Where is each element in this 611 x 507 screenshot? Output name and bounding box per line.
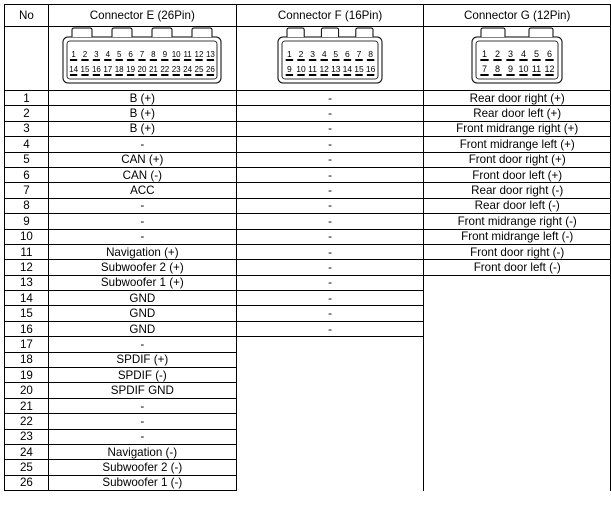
pin-label: 7: [356, 49, 362, 59]
pin-number: 3: [5, 121, 49, 136]
pin-label: 12: [194, 50, 204, 59]
connector-latch-tab: [287, 28, 304, 37]
pin-label: 10: [296, 64, 306, 74]
connector-f-signal: -: [236, 306, 424, 321]
pin-label: 22: [160, 65, 170, 74]
pin-number: 7: [5, 183, 49, 198]
connector-e-signal: SPDIF GND: [48, 383, 236, 398]
pin-number: 2: [5, 106, 49, 121]
connector-f-signal: -: [236, 244, 424, 259]
pin-label: 1: [482, 49, 488, 59]
connector-g-signal: Front door right (+): [424, 152, 611, 167]
pin-label: 6: [547, 49, 553, 59]
header-row: [5, 5, 611, 27]
connector-e-signal: ACC: [48, 183, 236, 198]
pin-label: 26: [206, 65, 216, 74]
connector-g-signal: Rear door left (+): [424, 106, 611, 121]
connector-g-signal: Front midrange left (-): [424, 229, 611, 244]
connector-g-signal: Rear door right (+): [424, 91, 611, 106]
table-row: [5, 183, 611, 198]
pin-number: 25: [5, 460, 49, 475]
table-row: [5, 152, 611, 167]
connector-e-signal: Navigation (-): [48, 444, 236, 459]
pin-label: 20: [137, 65, 147, 74]
connector-e-diagram-cell: [48, 27, 236, 91]
pin-label: 16: [365, 64, 376, 74]
table-row: [5, 106, 611, 121]
table-row: [5, 229, 611, 244]
connector-e-signal: CAN (+): [48, 152, 236, 167]
pin-number: 12: [5, 260, 49, 275]
pin-label: 25: [194, 65, 204, 74]
connector-e-signal: -: [48, 337, 236, 352]
connector-e-signal: -: [48, 429, 236, 444]
table-row: [5, 137, 611, 152]
connector-f-empty-block: [236, 337, 424, 491]
connector-latch-tab: [356, 28, 373, 37]
pin-label: 14: [69, 65, 79, 74]
pin-number: 22: [5, 414, 49, 429]
connector-g-signal: Front midrange right (+): [424, 121, 611, 136]
pin-label: 13: [206, 50, 216, 59]
pin-label: 3: [310, 49, 316, 59]
pin-label: 4: [105, 50, 111, 59]
connector-f-diagram-cell: [236, 27, 424, 91]
header-no: No: [5, 5, 49, 27]
connector-e-signal: CAN (-): [48, 167, 236, 182]
table-row: [5, 198, 611, 213]
diagram-no-cell: [5, 27, 49, 91]
header-connector-e: Connector E (26Pin): [48, 5, 236, 27]
pin-number: 21: [5, 398, 49, 413]
pin-label: 11: [532, 64, 542, 74]
pin-label: 4: [521, 49, 527, 59]
pin-label: 5: [534, 49, 540, 59]
table-row: [5, 167, 611, 182]
connector-e-signal: -: [48, 398, 236, 413]
connector-e-signal: -: [48, 229, 236, 244]
pin-label: 16: [92, 65, 102, 74]
connector-latch-tab: [481, 28, 505, 37]
connector-latch-tab: [321, 28, 338, 37]
pin-label: 1: [287, 49, 292, 59]
pin-label: 24: [183, 65, 193, 74]
table-row: [5, 91, 611, 106]
connector-f-signal: -: [236, 321, 424, 336]
pin-label: 3: [508, 49, 514, 59]
pin-label: 13: [331, 64, 341, 74]
pin-number: 13: [5, 275, 49, 290]
pin-number: 16: [5, 321, 49, 336]
pin-label: 21: [149, 65, 159, 74]
pin-number: 9: [5, 214, 49, 229]
pin-number: 18: [5, 352, 49, 367]
table-row: [5, 214, 611, 229]
table-row: [5, 121, 611, 136]
connector-f-signal: -: [236, 152, 424, 167]
pin-label: 12: [544, 64, 555, 74]
connector-f-signal: -: [236, 183, 424, 198]
pin-label: 7: [482, 64, 488, 74]
connector-g-signal: Front door left (-): [424, 260, 611, 275]
pin-label: 17: [103, 65, 113, 74]
connector-e-signal: B (+): [48, 91, 236, 106]
pin-number: 24: [5, 444, 49, 459]
pin-label: 5: [333, 49, 339, 59]
connector-e-signal: -: [48, 137, 236, 152]
connector-housing: [278, 37, 382, 83]
connector-e-signal: SPDIF (-): [48, 368, 236, 383]
pin-label: 11: [308, 64, 318, 74]
connector-latch-tab: [72, 28, 92, 37]
connector-f-signal: -: [236, 121, 424, 136]
connector-f-signal: -: [236, 275, 424, 290]
pin-label: 14: [342, 64, 353, 74]
pin-label: 10: [172, 50, 181, 59]
connector-f-signal: -: [236, 91, 424, 106]
pin-label: 8: [495, 64, 501, 74]
pin-number: 19: [5, 368, 49, 383]
connector-g-signal: Front door right (-): [424, 244, 611, 259]
pin-label: 15: [354, 64, 364, 74]
connector-latch-tab: [112, 28, 132, 37]
pin-label: 9: [287, 64, 292, 74]
pin-label: 11: [183, 50, 193, 59]
pin-label: 19: [126, 65, 136, 74]
connector-f-signal: -: [236, 167, 424, 182]
connector-f-signal: -: [236, 291, 424, 306]
connector-latch-tab: [192, 28, 212, 37]
pin-label: 4: [321, 49, 327, 59]
table-row: [5, 275, 611, 290]
connector-e-signal: Subwoofer 1 (+): [48, 275, 236, 290]
pin-number: 20: [5, 383, 49, 398]
connector-e-signal: Subwoofer 1 (-): [48, 475, 236, 490]
connector-g-diagram: [471, 27, 563, 87]
pin-label: 7: [140, 50, 145, 59]
connector-e-signal: Navigation (+): [48, 244, 236, 259]
connector-f-signal: -: [236, 260, 424, 275]
pin-number: 23: [5, 429, 49, 444]
connector-g-empty-block: [424, 275, 611, 490]
pin-label: 12: [319, 64, 329, 74]
pin-number: 17: [5, 337, 49, 352]
pin-label: 6: [128, 50, 134, 59]
connector-f-signal: -: [236, 106, 424, 121]
connector-latch-tab: [529, 28, 553, 37]
connector-e-signal: SPDIF (+): [48, 352, 236, 367]
connector-e-signal: B (+): [48, 121, 236, 136]
connector-f-signal: -: [236, 229, 424, 244]
connector-e-signal: Subwoofer 2 (+): [48, 260, 236, 275]
pin-number: 6: [5, 167, 49, 182]
connector-f-signal: -: [236, 198, 424, 213]
connector-g-signal: Front door left (+): [424, 167, 611, 182]
pin-number: 11: [5, 244, 49, 259]
pin-number: 8: [5, 198, 49, 213]
pin-number: 14: [5, 291, 49, 306]
pin-number: 10: [5, 229, 49, 244]
connector-g-signal: Rear door right (-): [424, 183, 611, 198]
connector-e-signal: -: [48, 198, 236, 213]
pin-label: 3: [94, 50, 99, 59]
connector-g-signal: Rear door left (-): [424, 198, 611, 213]
pin-label: 15: [80, 65, 90, 74]
connector-e-signal: Subwoofer 2 (-): [48, 460, 236, 475]
connector-g-signal: Front midrange left (+): [424, 137, 611, 152]
connector-diagram-row: [5, 27, 611, 91]
pin-number: 5: [5, 152, 49, 167]
connector-f-signal: -: [236, 137, 424, 152]
connector-latch-tab: [152, 28, 172, 37]
connector-g-signal: Front midrange right (-): [424, 214, 611, 229]
connector-e-signal: GND: [48, 291, 236, 306]
pin-label: 9: [162, 50, 168, 59]
pin-label: 2: [83, 50, 88, 59]
header-connector-f: Connector F (16Pin): [236, 5, 424, 27]
connector-e-signal: -: [48, 214, 236, 229]
table-row: [5, 260, 611, 275]
connector-e-signal: -: [48, 414, 236, 429]
connector-e-signal: GND: [48, 306, 236, 321]
connector-f-signal: -: [236, 214, 424, 229]
pin-assignment-table: [4, 4, 611, 491]
pin-label: 2: [298, 49, 304, 59]
pin-number: 1: [5, 91, 49, 106]
pin-label: 8: [151, 50, 156, 59]
connector-e-signal: GND: [48, 321, 236, 336]
pin-label: 8: [368, 49, 374, 59]
pin-label: 6: [345, 49, 350, 59]
pin-label: 9: [508, 64, 514, 74]
connector-f-diagram: [277, 27, 383, 87]
pin-label: 1: [71, 50, 77, 59]
pin-number: 26: [5, 475, 49, 490]
connector-e-signal: B (+): [48, 106, 236, 121]
connector-g-diagram-cell: [424, 27, 611, 91]
connector-e-diagram: [62, 27, 222, 87]
pin-number: 4: [5, 137, 49, 152]
table-row: [5, 244, 611, 259]
header-connector-g: Connector G (12Pin): [424, 5, 611, 27]
pin-number: 15: [5, 306, 49, 321]
pin-label: 2: [495, 49, 501, 59]
pin-label: 23: [172, 65, 181, 74]
pin-label: 18: [115, 65, 124, 74]
pin-label: 10: [518, 64, 529, 74]
pin-label: 5: [117, 50, 122, 59]
